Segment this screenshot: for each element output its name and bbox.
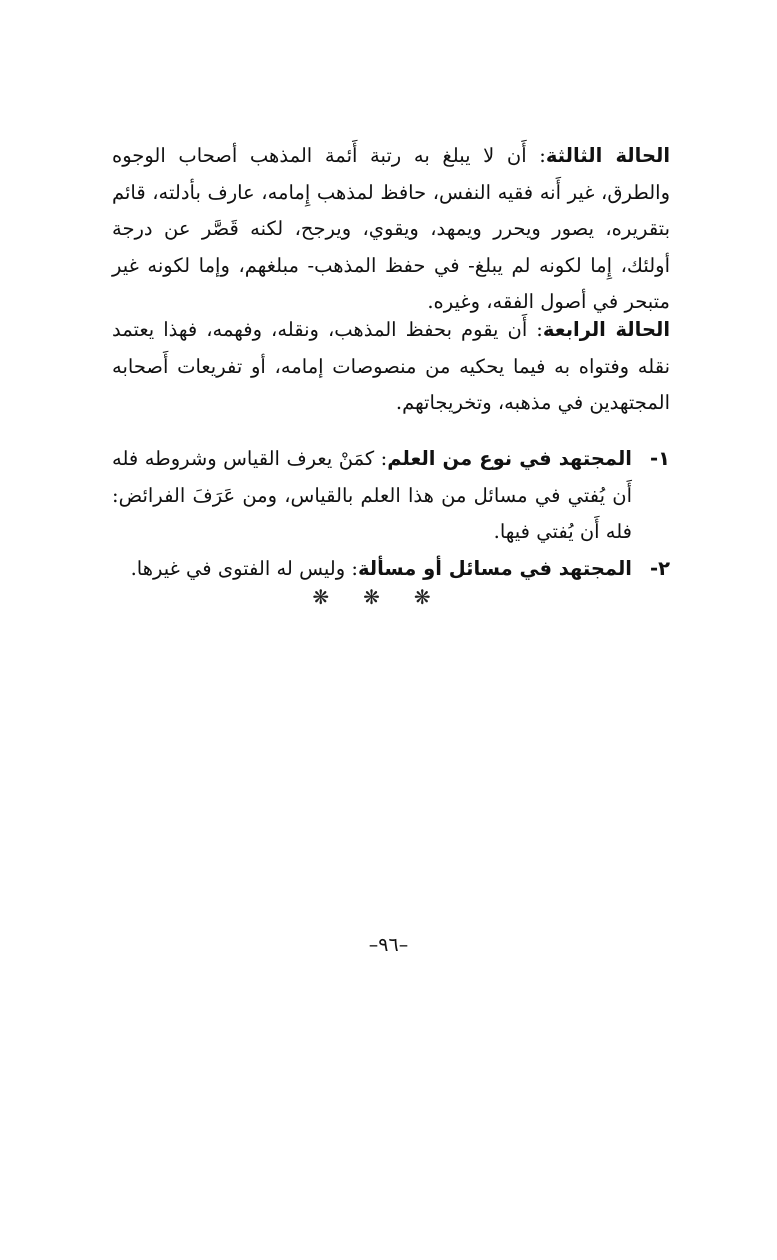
list-item-number: ٢-	[650, 556, 670, 580]
list-item-heading: المجتهد في نوع من العلم	[387, 447, 632, 470]
section-separator	[0, 585, 777, 609]
list-item-body: : وليس له الفتوى في غيرها.	[130, 556, 358, 580]
list-item	[112, 551, 670, 588]
list-item-body: : كمَنْ يعرف القياس وشروطه فله أَن يُفتي في مسائل من هذا العلم بالقياس، ومن عَرَفَ الفرائض: فله أَن يُفتي فيها.	[112, 447, 632, 543]
case-three-paragraph	[112, 138, 670, 321]
case-three-body: : أَن لا يبلغ به رتبة أَئمة المذهب أصحاب الوجوه والطرق، غير أَنه فقيه النفس، حافظ لمذهب إِمامه، عارف بأدلته، قائم بتقريره، يصور ويحرر ويمهد، ويقوي، ويرجح، لكنه قَصَّر عن درجة أولئك، إِما لكونه لم يبلغ- في حفظ المذهب- مبلغهم، وإما لكونه غير متبحر في أصول الفقه، وغيره.	[112, 144, 670, 313]
list-item-number: ١-	[650, 447, 670, 470]
case-four-heading: الحالة الرابعة	[542, 318, 671, 341]
asterism-icon: ❋	[363, 585, 414, 609]
page-number: –٩٦–	[368, 934, 409, 956]
mujtahid-list	[112, 441, 670, 587]
case-four-paragraph	[112, 312, 670, 422]
list-item-heading: المجتهد في مسائل أو مسألة	[357, 556, 632, 580]
case-four-body: : أَن يقوم بحفظ المذهب، ونقله، وفهمه، فهذا يعتمد نقله وفتواه به فيما يحكيه من منصوصات إمامه، أو تفريعات أَصحابه المجتهدين في مذهبه، وتخريجاتهم.	[112, 318, 670, 414]
case-three-text	[112, 138, 670, 321]
asterism-icon: ❋	[413, 585, 465, 609]
list-item	[112, 441, 670, 551]
case-three-heading: الحالة الثالثة	[545, 144, 671, 167]
case-four-text	[112, 312, 670, 422]
asterism-icon: ❋	[312, 585, 364, 609]
